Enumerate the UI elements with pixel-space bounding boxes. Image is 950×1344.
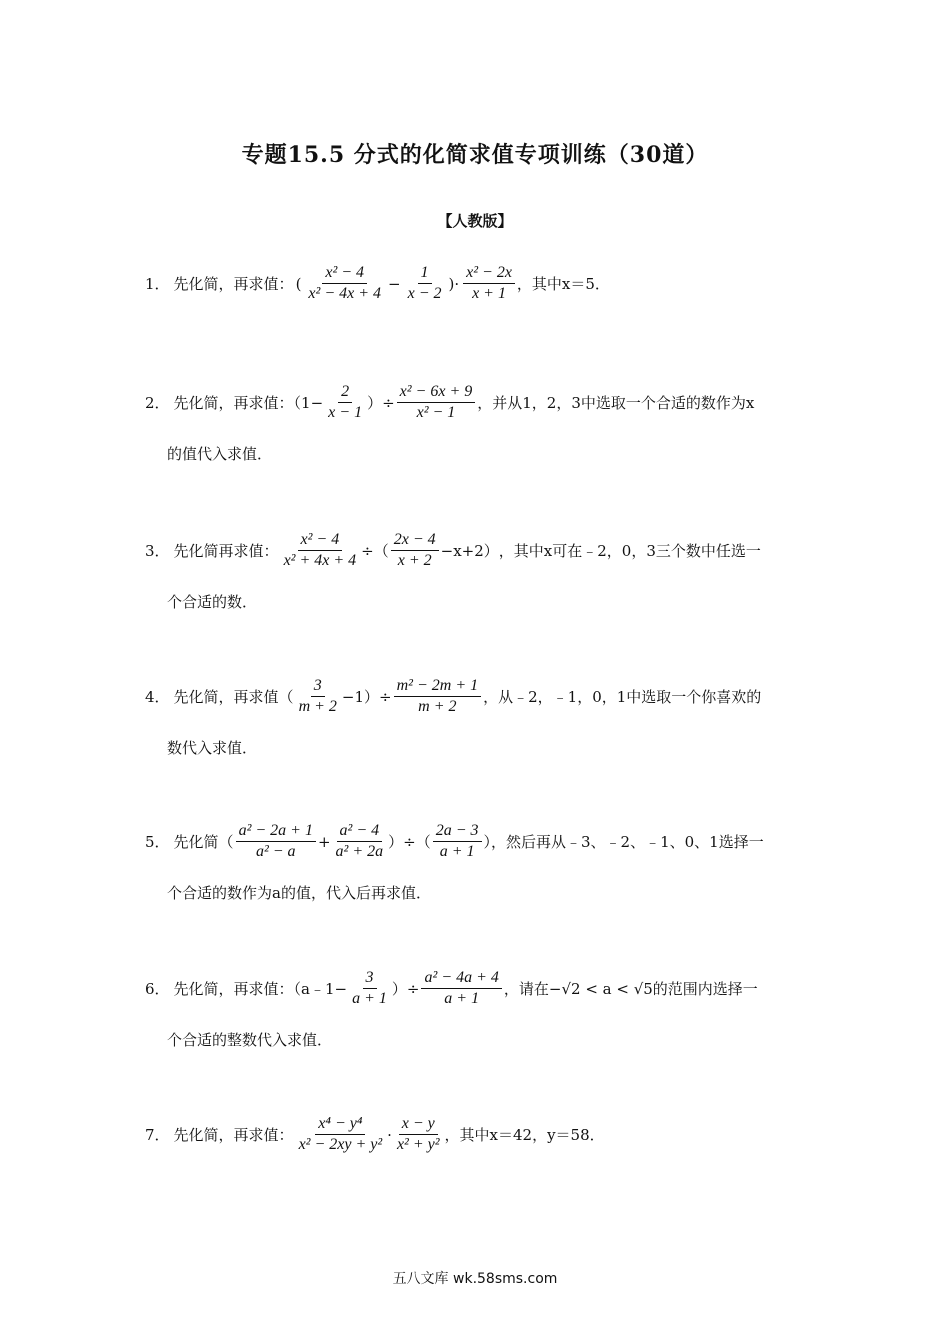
fraction [281, 530, 360, 571]
fraction [236, 821, 316, 862]
problem-continuation: 数代入求值． [167, 739, 258, 757]
minus-sign: − [388, 274, 401, 293]
problem-tail: ，请在−√2 < a < √5的范围内选择一 [503, 979, 758, 998]
denominator: x² − 4x + 4 [308, 285, 382, 302]
denominator: m + 2 [418, 698, 457, 715]
problem-number: 7． [145, 1125, 170, 1144]
fraction [433, 821, 482, 862]
numerator: x⁴ − y⁴ [315, 1114, 365, 1135]
numerator: a² − 4a + 4 [421, 968, 501, 989]
fraction [397, 382, 476, 423]
operator: ）÷ [367, 393, 395, 412]
problem-number: 1． [145, 274, 170, 293]
problem-prompt: 先化简（ [173, 832, 234, 851]
denominator: x² − 2xy + y² [298, 1136, 383, 1153]
fraction [305, 263, 384, 304]
numerator: 2x − 4 [391, 530, 439, 551]
close-paren-times: )· [448, 274, 460, 293]
problem-tail: ，其中x＝5． [516, 274, 610, 293]
problem-1 [145, 263, 807, 304]
denominator: a² + 2a [335, 843, 384, 860]
numerator: 2 [338, 382, 352, 403]
problem-tail: ），然后再从﹣3、﹣2、﹣1、0、1选择一 [483, 832, 764, 851]
denominator: a + 1 [352, 990, 387, 1007]
problem-6 [145, 968, 807, 1051]
numerator: 1 [418, 263, 432, 284]
denominator: x − 1 [328, 404, 363, 421]
denominator: x + 1 [472, 285, 506, 302]
operator: ）÷ [391, 979, 420, 998]
fraction [394, 1114, 443, 1155]
denominator: a + 1 [444, 990, 480, 1007]
operator: −x+2） [440, 541, 499, 560]
numerator: 2a − 3 [433, 821, 482, 842]
numerator: x − y [399, 1114, 438, 1135]
problem-tail: ，从﹣2，﹣1，0，1中选取一个你喜欢的 [483, 687, 762, 706]
fraction [325, 382, 365, 423]
fraction [405, 263, 445, 304]
numerator: 3 [363, 968, 377, 989]
open-paren: ( [295, 274, 302, 293]
fraction [394, 676, 482, 717]
problem-number: 3． [145, 541, 170, 560]
problem-prompt: 先化简，再求值：（1− [173, 393, 324, 412]
numerator: a² − 2a + 1 [236, 821, 316, 842]
denominator: x² + 4x + 4 [283, 552, 357, 569]
denominator: x² − 1 [416, 404, 456, 421]
fraction [333, 821, 387, 862]
numerator: x² − 2x [463, 263, 515, 284]
problem-tail: ，其中x＝42，y＝58． [444, 1125, 605, 1144]
operator: ÷（ [361, 541, 389, 560]
fraction [421, 968, 501, 1009]
numerator: 3 [311, 676, 325, 697]
fraction [296, 676, 340, 717]
problem-prompt: 先化简，再求值：（a﹣1− [173, 979, 348, 998]
denominator: x − 2 [407, 285, 442, 302]
problem-number: 4． [145, 687, 170, 706]
fraction [463, 263, 515, 304]
denominator: x + 2 [397, 552, 432, 569]
operator: + [317, 832, 331, 851]
operator: · [387, 1125, 392, 1144]
problem-continuation: 个合适的数作为a的值，代入后再求值． [167, 884, 431, 902]
page-title: 专题15.5 分式的化简求值专项训练（30道） [241, 142, 709, 168]
numerator: x² − 6x + 9 [397, 382, 476, 403]
denominator: a + 1 [439, 843, 475, 860]
problem-2 [145, 382, 807, 465]
denominator: x² + y² [396, 1136, 440, 1153]
problem-3 [145, 530, 807, 613]
denominator: a² − a [255, 843, 296, 860]
fraction [296, 1114, 386, 1155]
footer-watermark: 五八文库 wk.58sms.com [392, 1271, 558, 1287]
fraction [349, 968, 390, 1009]
problem-continuation: 个合适的数． [167, 593, 258, 611]
fraction [391, 530, 439, 571]
problem-prompt: 先化简，再求值（ [173, 687, 294, 706]
problem-tail: ，其中x可在﹣2，0，3三个数中任选一 [498, 541, 761, 560]
problem-tail: ，并从1，2，3中选取一个合适的数作为x [477, 393, 755, 412]
numerator: a² − 4 [337, 821, 383, 842]
operator: ）÷（ [388, 832, 431, 851]
problem-4 [145, 676, 807, 759]
edition-label: 【人教版】 [437, 212, 513, 230]
problem-number: 2． [145, 393, 170, 412]
operator: −1）÷ [341, 687, 392, 706]
denominator: m + 2 [298, 698, 337, 715]
problem-continuation: 的值代入求值． [167, 445, 273, 463]
problem-number: 5． [145, 832, 170, 851]
problem-5 [145, 821, 807, 904]
problem-prompt: 先化简，再求值： [173, 274, 294, 293]
problem-prompt: 先化简，再求值： [173, 1125, 294, 1144]
numerator: x² − 4 [298, 530, 343, 551]
problem-7 [145, 1114, 807, 1155]
numerator: x² − 4 [322, 263, 367, 284]
problem-continuation: 个合适的整数代入求值． [167, 1031, 333, 1049]
problem-number: 6． [145, 979, 170, 998]
numerator: m² − 2m + 1 [394, 676, 482, 697]
problem-prompt: 先化简再求值： [173, 541, 279, 560]
